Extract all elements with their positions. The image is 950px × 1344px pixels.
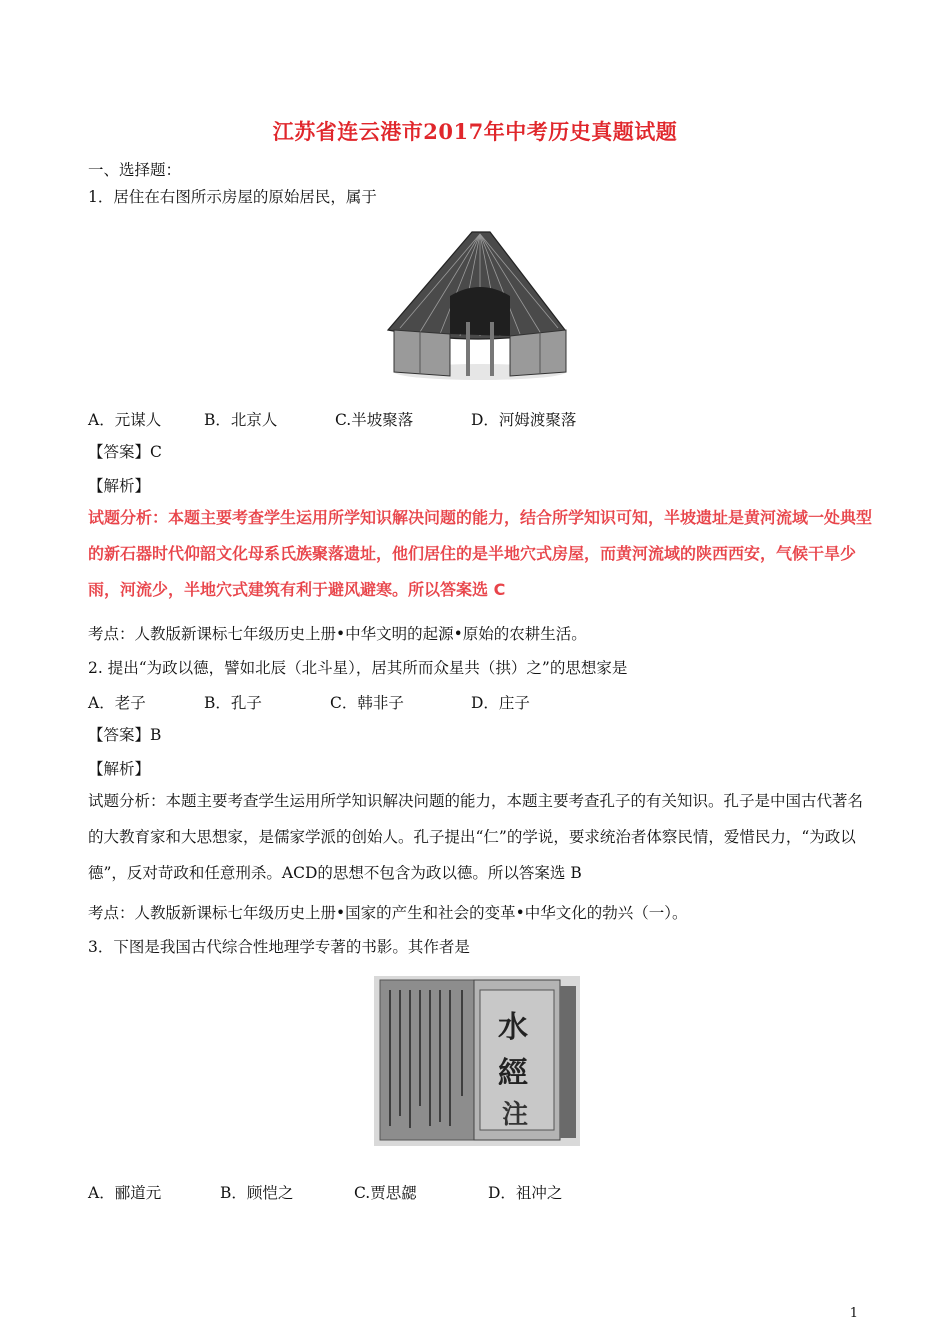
- q1-analysis: 试题分析：本题主要考查学生运用所学知识解决问题的能力，结合所学知识可知，半坡遗址是黄河流域一处典型的新石器时代仰韶文化母系氏族聚落遗址，他们居住的是半地穴式房屋，而黄河流域的陕西西安，气候干旱少雨，河流少，半地穴式建筑有利于避风避寒。所以答案选 C: [88, 508, 873, 599]
- page-number: 1: [849, 1306, 858, 1321]
- q1-stem: 1．居住在右图所示房屋的原始居民，属于: [88, 188, 377, 206]
- q1-option-d: D．河姆渡聚落: [471, 411, 577, 429]
- book-title-char-3: 注: [502, 1100, 529, 1130]
- q1-option-c: C.半坡聚落: [335, 411, 414, 429]
- q3-option-d: D．祖冲之: [488, 1184, 563, 1202]
- q2-kaodian: 考点：人教版新课标七年级历史上册•国家的产生和社会的变革•中华文化的勃兴（一）。: [88, 904, 688, 922]
- q1-kaodian: 考点：人教版新课标七年级历史上册•中华文明的起源•原始的农耕生活。: [88, 625, 587, 643]
- book-photo: [374, 976, 580, 1146]
- q3-option-b: B．顾恺之: [220, 1184, 294, 1202]
- q3-stem: 3．下图是我国古代综合性地理学专著的书影。其作者是: [88, 938, 470, 956]
- section-heading: 一、选择题：: [88, 161, 182, 179]
- q2-option-d: D．庄子: [471, 694, 530, 712]
- book-title-char-1: 水: [498, 1010, 528, 1045]
- book-title-char-2: 經: [498, 1056, 528, 1091]
- page-title: 江苏省连云港市2017年中考历史真题试题: [272, 119, 678, 144]
- q2-option-c: C．韩非子: [330, 694, 404, 712]
- q3-option-c: C.贾思勰: [354, 1184, 417, 1202]
- q3-option-a: A．郦道元: [88, 1184, 162, 1202]
- q1-answer: 【答案】C: [88, 443, 162, 461]
- q2-option-b: B．孔子: [204, 694, 262, 712]
- q1-analysis-label: 【解析】: [88, 477, 151, 495]
- q2-answer: 【答案】B: [88, 726, 162, 744]
- hut-illustration: [380, 226, 576, 384]
- q2-analysis-label: 【解析】: [88, 760, 151, 778]
- q2-stem: 2. 提出“为政以德，譬如北辰（北斗星），居其所而众星共（拱）之”的思想家是: [88, 659, 628, 677]
- q1-option-b: B．北京人: [204, 411, 278, 429]
- q2-option-a: A．老子: [88, 694, 146, 712]
- q2-analysis: 试题分析：本题主要考查学生运用所学知识解决问题的能力，本题主要考查孔子的有关知识。孔子是中国古代著名的大教育家和大思想家，是儒家学派的创始人。孔子提出“仁”的学说，要求统治者体察民情，爱惜民力，“为政以德”，反对苛政和任意刑杀。ACD的思想不包含为政以德。所以答案选 B: [88, 792, 864, 882]
- q1-option-a: A．元谋人: [88, 411, 162, 429]
